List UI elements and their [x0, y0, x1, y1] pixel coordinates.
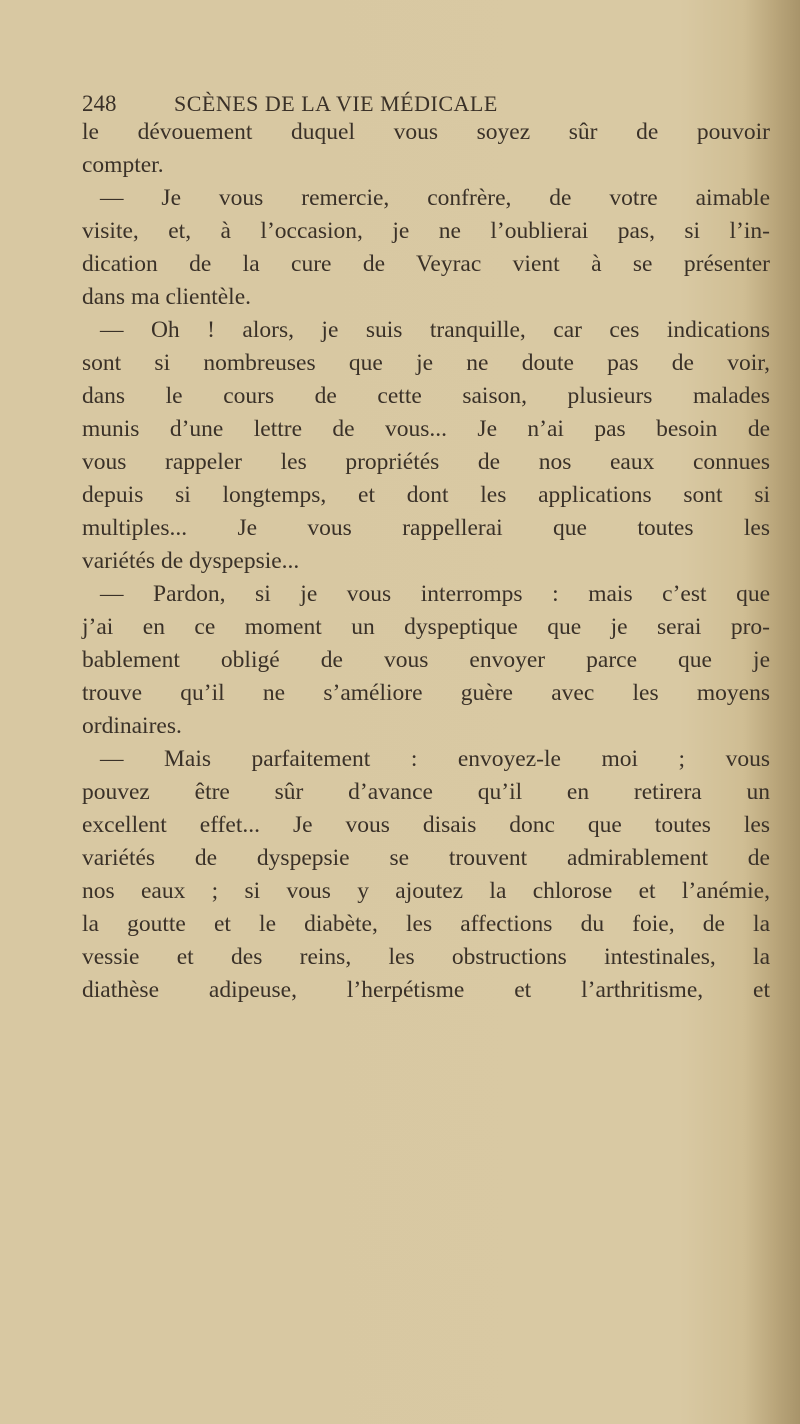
text-line: dication de la cure de Veyrac vient à se présenter	[82, 251, 770, 277]
text-line: multiples... Je vous rappellerai que toutes les	[82, 515, 770, 541]
text-line: excellent effet... Je vous disais donc que toutes les	[82, 812, 770, 838]
text-line: depuis si longtemps, et dont les applications sont si	[82, 482, 770, 508]
text-line: la goutte et le diabète, les affections du foie, de la	[82, 911, 770, 937]
text-line: nos eaux ; si vous y ajoutez la chlorose et l’anémie,	[82, 878, 770, 904]
text-line: — Pardon, si je vous interromps : mais c’est que	[100, 581, 770, 607]
text-line: le dévouement duquel vous soyez sûr de pouvoir	[82, 119, 770, 145]
text-line: dans ma clientèle.	[82, 284, 251, 310]
text-line: sont si nombreuses que je ne doute pas de voir,	[82, 350, 770, 376]
text-line: munis d’une lettre de vous... Je n’ai pas besoin de	[82, 416, 770, 442]
text-line: diathèse adipeuse, l’herpétisme et l’arthritisme, et	[82, 977, 770, 1003]
text-line: — Je vous remercie, confrère, de votre aimable	[100, 185, 770, 211]
text-line: — Oh ! alors, je suis tranquille, car ces indications	[100, 317, 770, 343]
text-line: variétés de dyspepsie se trouvent admirablement de	[82, 845, 770, 871]
text-line: bablement obligé de vous envoyer parce que je	[82, 647, 770, 673]
text-line: ordinaires.	[82, 713, 182, 739]
text-line: trouve qu’il ne s’améliore guère avec les moyens	[82, 680, 770, 706]
text-line: compter.	[82, 152, 164, 178]
page-number: 248	[82, 91, 117, 116]
text-line: pouvez être sûr d’avance qu’il en retirera un	[82, 779, 770, 805]
text-line: variétés de dyspepsie...	[82, 548, 300, 574]
text-line: vessie et des reins, les obstructions intestinales, la	[82, 944, 770, 970]
text-line: j’ai en ce moment un dyspeptique que je serai pro-	[82, 614, 770, 640]
text-line: — Mais parfaitement : envoyez-le moi ; vous	[100, 746, 770, 772]
body-text	[82, 116, 770, 1007]
text-line: vous rappeler les propriétés de nos eaux connues	[82, 449, 770, 475]
text-line: visite, et, à l’occasion, je ne l’oublierai pas, si l’in-	[82, 218, 770, 244]
text-line: dans le cours de cette saison, plusieurs malades	[82, 383, 770, 409]
running-title: SCÈNES DE LA VIE MÉDICALE	[174, 91, 498, 116]
